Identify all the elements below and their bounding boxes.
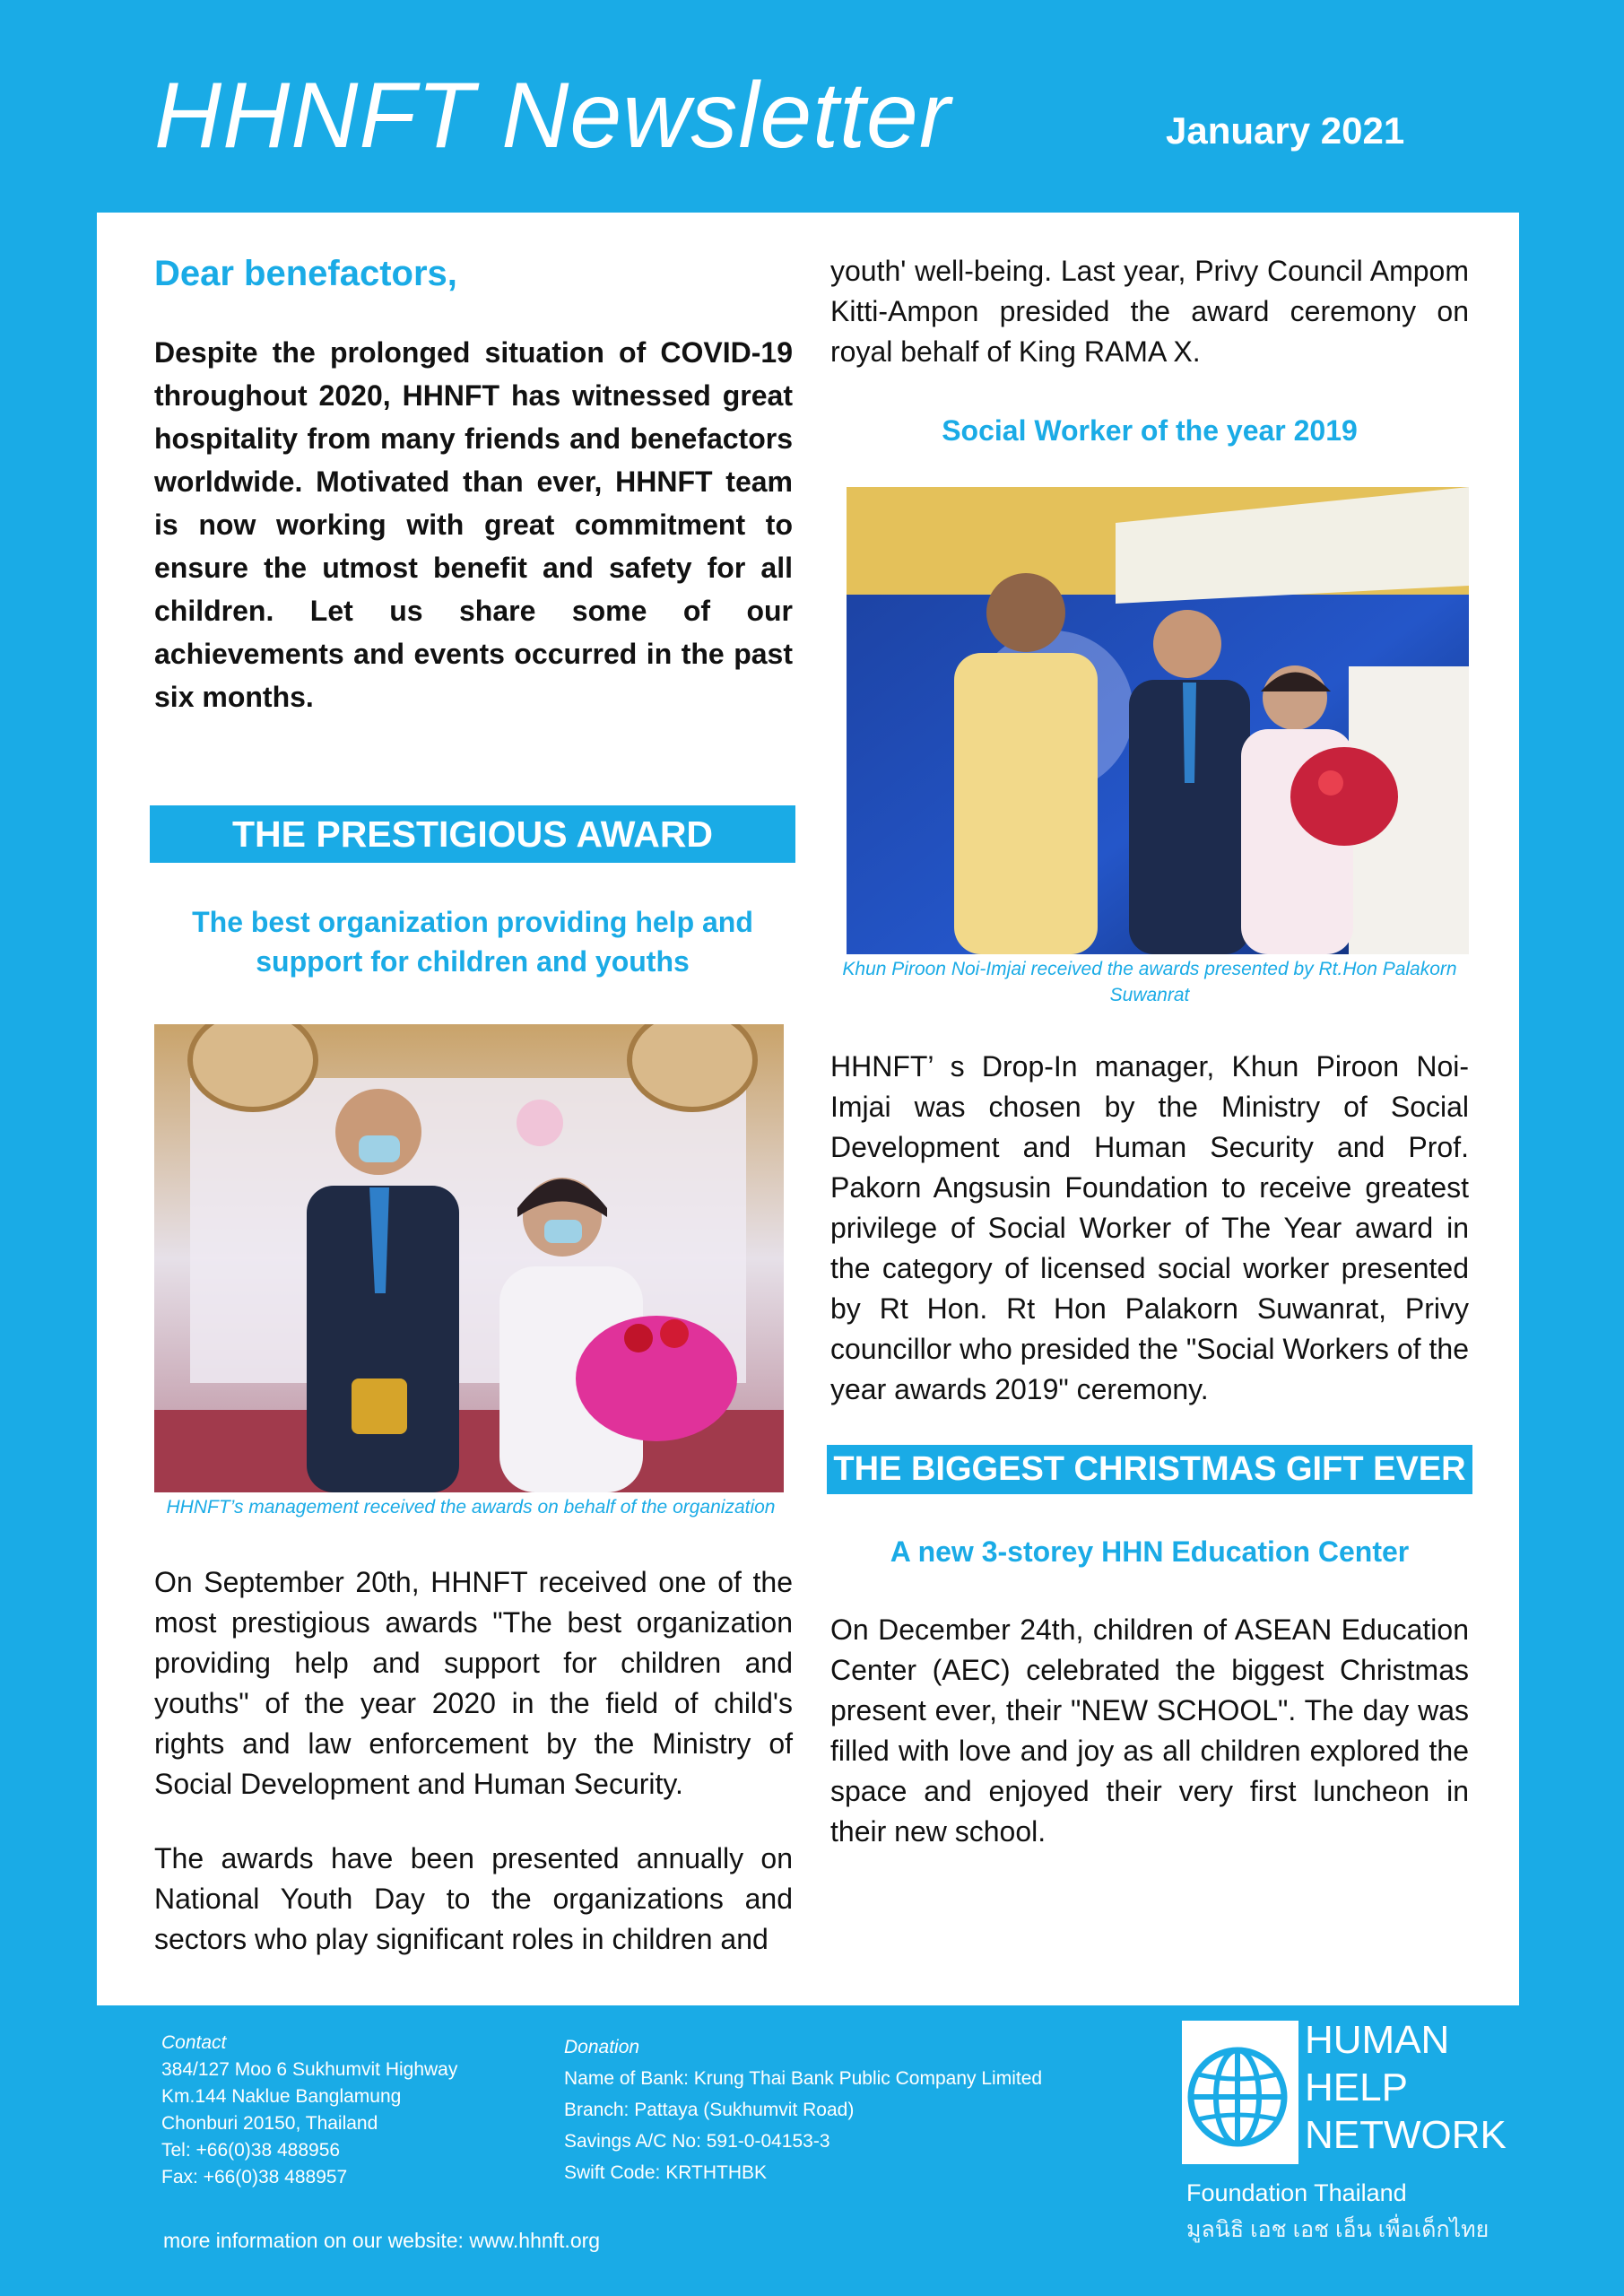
award-paragraph-1-block (154, 1562, 793, 1805)
christmas-paragraph-block (830, 1610, 1469, 1852)
hhn-logo-mark (1182, 2021, 1298, 2164)
donation-line: Savings A/C No: 591-0-04153-3 (564, 2131, 830, 2152)
award-paragraph-2-continued: youth' well-being. Last year, Privy Council Ampom Kitti-Ampon presided the award ceremony on royal behalf of King RAMA X. (830, 255, 1469, 368)
greeting-text: Dear benefactors, (154, 254, 457, 293)
award-continuation-block (830, 251, 1469, 372)
award-paragraph-1: On September 20th, HHNFT received one of the most prestigious awards "The best organization providing help and support for children and youths" of the year 2020 in the field of child's rights and law enforcement by the Ministry of Social Development and Human Security. (154, 1566, 793, 1800)
award-subtitle: The best organization providing help and support for children and youths (192, 906, 753, 978)
intro-block (154, 331, 793, 718)
social-worker-photo-caption: Khun Piroon Noi-Imjai received the awards presented by Rt.Hon Palakorn Suwanrat (842, 959, 1457, 1005)
contact-line: Chonburi 20150, Thailand (161, 2113, 378, 2134)
logo-line: NETWORK (1305, 2113, 1507, 2157)
award-paragraph-2: The awards have been presented annually on National Youth Day to the organizations and sectors who play significant roles in children and (154, 1842, 793, 1955)
contact-label: Contact (161, 2032, 227, 2053)
issue-date: January 2021 (1166, 109, 1405, 152)
social-worker-photo-illustration (847, 487, 1469, 954)
logo-wordmark (1305, 2016, 1507, 2159)
christmas-subtitle: A new 3-storey HHN Education Center (890, 1535, 1410, 1568)
award-photo-illustration (154, 1024, 784, 1492)
award-photo (154, 1024, 784, 1492)
award-banner (150, 805, 795, 863)
contact-line: 384/127 Moo 6 Sukhumvit Highway (161, 2059, 458, 2080)
contact-block (161, 2030, 538, 2191)
social-worker-paragraph-block (830, 1047, 1469, 1410)
award-photo-caption: HHNFT’s management received the awards on behalf of the organization (166, 1497, 776, 1518)
award-banner-text: THE PRESTIGIOUS AWARD (231, 813, 714, 855)
donation-line: Name of Bank: Krung Thai Bank Public Company Limited (564, 2068, 1043, 2089)
christmas-banner (827, 1445, 1472, 1494)
social-worker-heading: Social Worker of the year 2019 (942, 414, 1358, 447)
logo-thai-name: มูลนิธิ เอช เอช เอ็น เพื่อเด็กไทย (1186, 2217, 1489, 2242)
christmas-paragraph: On December 24th, children of ASEAN Education Center (AEC) celebrated the biggest Christmas present ever, their "NEW SCHOOL". The day was filled with love and joy as all children explored the space and enjoyed their very first luncheon in their new school. (830, 1613, 1469, 1848)
logo-line: HELP (1305, 2066, 1408, 2109)
logo-line: HUMAN (1305, 2018, 1450, 2062)
globe-icon (1182, 2021, 1298, 2164)
intro-paragraph: Despite the prolonged situation of COVID-19 throughout 2020, HHNFT has witnessed great hospitality from many friends and benefactors worldwide. Motivated than ever, HHNFT team is now working with great commitment to ensure the utmost benefit and safety for all children. Let us share some of our achievements and events occurred in the past six months. (154, 336, 793, 713)
contact-line: Km.144 Naklue Banglamung (161, 2086, 402, 2107)
donation-line: Branch: Pattaya (Sukhumvit Road) (564, 2100, 855, 2120)
donation-line: Swift Code: KRTHTHBK (564, 2162, 768, 2183)
contact-fax: Fax: +66(0)38 488957 (161, 2167, 348, 2187)
social-worker-photo (847, 487, 1469, 954)
logo-subtitle: Foundation Thailand (1186, 2179, 1407, 2206)
greeting-heading (154, 254, 793, 294)
donation-block (564, 2031, 1120, 2188)
contact-phone: Tel: +66(0)38 488956 (161, 2140, 341, 2161)
social-worker-paragraph: HHNFT’ s Drop-In manager, Khun Piroon Noi-Imjai was chosen by the Ministry of Social Development and Human Security and Prof. Pakorn Angsusin Foundation to receive greatest privilege of Social Worker of The Year award in the category of licensed social worker presented by Rt Hon. Rt Hon Palakorn Suwanrat, Privy councillor who presided the "Social Workers of the year awards 2019" ceremony. (830, 1050, 1469, 1405)
award-paragraph-2-block (154, 1839, 793, 1960)
donation-label: Donation (564, 2037, 640, 2057)
newsletter-title: HHNFT Newsletter (154, 64, 951, 168)
christmas-banner-text: THE BIGGEST CHRISTMAS GIFT EVER (833, 1450, 1466, 1488)
website-link[interactable]: more information on our website: www.hhnft.org (163, 2229, 601, 2252)
